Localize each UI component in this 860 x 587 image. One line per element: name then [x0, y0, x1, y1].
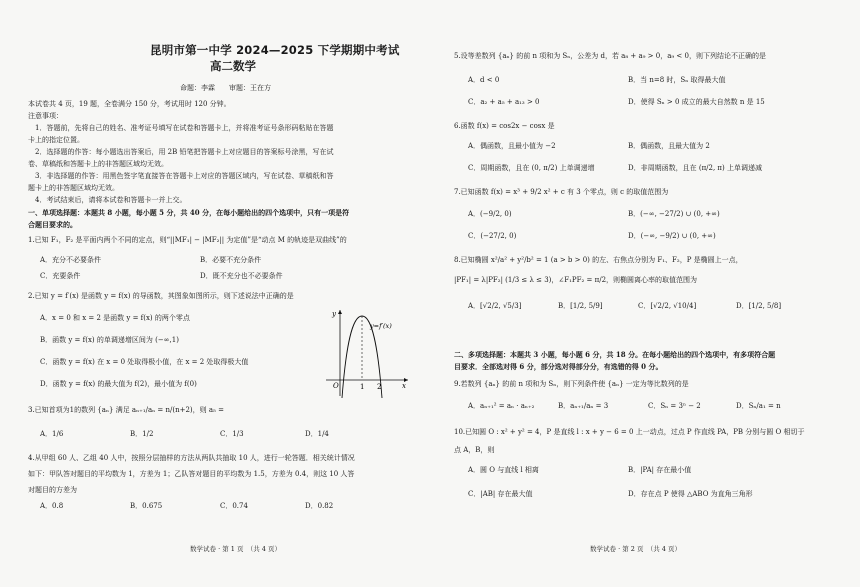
question-1-option-d: D．既不充分也不必要条件	[200, 272, 283, 280]
question-8-option-b: B．[1/2, 5/9]	[558, 302, 603, 310]
question-5-option-a: A．d < 0	[468, 76, 500, 84]
question-3-stem: 3.已知首项为1的数列 {aₙ} 满足 aₙ₊₁/aₙ = n/(n+2)，则 a₅ =	[28, 406, 224, 414]
intro-line: 题卡上的非答题区域均无效。	[28, 184, 119, 192]
question-8-option-d: D．[1/2, 5/8]	[736, 302, 782, 310]
question-8-option-a: A．[√2/2, √5/3]	[468, 302, 522, 310]
question-7-option-d: D．(−∞, −9/2) ∪ (0, +∞)	[628, 232, 716, 240]
question-4-option-a: A．0.8	[40, 502, 64, 510]
intro-line: 3．非选择题的作答：用黑色签字笔直接答在答题卡上对应的答题区域内，写在试卷、草稿纸和答	[28, 172, 334, 180]
question-6-option-c: C．周期函数，且在 (0, π/2) 上单调递增	[468, 164, 595, 172]
question-2-option-d: D．函数 y = f(x) 的最大值为 f(2)，最小值为 f(0)	[40, 380, 197, 388]
question-6-stem: 6.函数 f(x) = cos2x − cosx 是	[454, 122, 555, 130]
exam-title: 昆明市第一中学 2024—2025 下学期期中考试	[150, 43, 400, 57]
question-10-option-c: C．|AB| 存在最大值	[468, 490, 533, 498]
derivative-graph-svg	[322, 306, 410, 398]
intro-line: 4．考试结束后，请将本试卷和答题卡一并上交。	[28, 196, 187, 204]
question-9-option-a: A．aₙ₊₁² = aₙ · aₙ₊₂	[468, 402, 535, 410]
question-2-stem: 2.已知 y = f′(x) 是函数 y = f(x) 的导函数，其图象如图所示，则下述说法中正确的是	[28, 292, 294, 300]
question-5-option-b: B．当 n=8 时，Sₙ 取得最大值	[628, 76, 726, 84]
x-axis-label: x	[402, 382, 406, 390]
question-5-option-c: C．a₂ + a₅ + a₁₃ > 0	[468, 98, 540, 106]
question-4-stem: 4.从甲组 60 人、乙组 40 人中，按照分层抽样的方法从两队共抽取 10 人，进行一轮答题．相关统计情况	[28, 454, 355, 462]
question-10-option-d: D．存在点 P 使得 △ABO 为直角三角形	[628, 490, 753, 498]
y-axis-arrow-icon	[338, 310, 342, 314]
question-4-option-d: D．0.82	[305, 502, 334, 510]
question-1-option-c: C．充要条件	[40, 272, 81, 280]
tick-label-1: 1	[360, 383, 365, 391]
question-1-stem: 1.已知 F₁，F₂ 是平面内两个不同的定点，则“||MF₁| − |MF₂|| 为定值”是“动点 M 的轨迹是双曲线”的	[28, 236, 347, 244]
question-9-option-c: C．Sₙ = 3ⁿ − 2	[648, 402, 701, 410]
intro-line: 卷、草稿纸和答题卡上的非答题区域均无效。	[28, 160, 168, 168]
question-10-stem: 10.已知圆 O : x² + y² = 4，P 是直线 l : x + y − 6 = 0 上一动点，过点 P 作直线 PA，PB 分别与圆 O 相切于	[454, 428, 805, 436]
question-4-option-b: B．0.675	[130, 502, 163, 510]
question-3-option-b: B．1/2	[130, 430, 154, 438]
question-7-stem: 7.已知函数 f(x) = x³ + 9/2 x² + c 有 3 个零点，则 c 的取值范围为	[454, 188, 669, 196]
question-4-option-c: C．0.74	[220, 502, 248, 510]
page-2	[430, 0, 860, 587]
curve-label: y=f′(x)	[370, 322, 392, 330]
question-7-option-c: C．(−27/2, 0)	[468, 232, 517, 240]
question-8-stem: |PF₁| = λ|PF₂| (1/3 ≤ λ ≤ 3)，∠F₁PF₂ = π/2，则椭圆离心率的取值范围为	[454, 276, 698, 284]
question-3-option-c: C．1/3	[220, 430, 244, 438]
question-7-option-a: A．(−9/2, 0)	[468, 210, 512, 218]
question-3-option-d: D．1/4	[305, 430, 329, 438]
question-2-option-c: C．函数 y = f(x) 在 x = 0 处取得极小值，在 x = 2 处取得极大值	[40, 358, 249, 366]
question-3-option-a: A．1/6	[40, 430, 64, 438]
question-4-stem: 如下：甲队答对题目的平均数为 1，方差为 1；乙队答对题目的平均数为 1.5，方差为 0.4，则这 10 人答	[28, 470, 355, 478]
question-5-stem: 5.设等差数列 {aₙ} 的前 n 项和为 Sₙ，公差为 d，若 a₈ + a₉ > 0，a₉ < 0，则下列结论不正确的是	[454, 52, 766, 60]
exam-subtitle: 高二数学	[210, 59, 256, 73]
exam-authors: 命题：李霖 审题：王在方	[180, 84, 271, 92]
question-8-stem: 8.已知椭圆 x²/a² + y²/b² = 1 (a > b > 0) 的左、右焦点分别为 F₁、F₂，P 是椭圆上一点，	[454, 256, 743, 264]
question-5-option-d: D．使得 Sₙ > 0 成立的最大自然数 n 是 15	[628, 98, 765, 106]
question-8-option-c: C．[√2/2, √10/4]	[638, 302, 697, 310]
section-2-heading: 二、多项选择题：本题共 3 小题，每小题 6 分，共 18 分。在每小题给出的四个选项中，有多项符合题	[454, 350, 776, 359]
tick-label-2: 2	[377, 383, 382, 391]
question-2-option-b: B．函数 y = f(x) 的单调递增区间为 (−∞,1)	[40, 336, 179, 344]
intro-line: 2．选择题的作答：每小题选出答案后，用 2B 铅笔把答题卡上对应题目的答案标号涂黑，写在试	[28, 148, 334, 156]
question-6-option-a: A．偶函数，且最小值为 −2	[468, 142, 556, 150]
question-1-option-a: A．充分不必要条件	[40, 256, 102, 264]
intro-line: 注意事项：	[28, 112, 63, 120]
question-10-option-a: A．圆 O 与直线 l 相离	[468, 466, 539, 474]
y-axis-label: y	[332, 310, 336, 318]
intro-line: 卡上的指定位置。	[28, 136, 84, 144]
page-1-footer: 数学试卷 · 第 1 页 （共 4 页）	[190, 545, 281, 553]
question-6-option-b: B．偶函数，且最大值为 2	[628, 142, 710, 150]
question-9-stem: 9.若数列 {aₙ} 的前 n 项和为 Sₙ，则下列条件使 {aₙ} 一定为等比数列的是	[454, 380, 689, 388]
question-10-stem: 点 A，B，则	[454, 446, 495, 454]
question-6-option-d: D．非周期函数，且在 (π/2, π) 上单调递减	[628, 164, 762, 172]
origin-label: O	[333, 382, 339, 390]
question-9-option-b: B．aₙ₊₁/aₙ = 3	[558, 402, 609, 410]
question-2-option-a: A．x = 0 和 x = 2 是函数 y = f(x) 的两个零点	[40, 314, 190, 322]
section-2-heading: 目要求．全部选对得 6 分，部分选对得部分分，有选错的得 0 分。	[454, 362, 663, 371]
intro-line: 1．答题前，先将自己的姓名、准考证号填写在试卷和答题卡上，并将准考证号条形码粘贴在答题	[28, 124, 334, 132]
derivative-graph	[322, 306, 410, 398]
question-4-stem: 对题目的方差为	[28, 486, 77, 494]
section-1-heading: 一、单项选择题：本题共 8 小题，每小题 5 分，共 40 分，在每小题给出的四个选项中，只有一项是符	[28, 208, 350, 217]
question-9-option-d: D．Sₙ/a₁ = n	[736, 402, 781, 410]
question-7-option-b: B．(−∞, −27/2) ∪ (0, +∞)	[628, 210, 720, 218]
page-2-footer: 数学试卷 · 第 2 页 （共 4 页）	[590, 545, 681, 553]
question-10-option-b: B．|PA| 存在最小值	[628, 466, 692, 474]
section-1-heading: 合题目要求的。	[28, 220, 77, 229]
question-1-option-b: B．必要不充分条件	[200, 256, 262, 264]
intro-line: 本试卷共 4 页，19 题，全卷满分 150 分，考试用时 120 分钟。	[28, 100, 231, 108]
